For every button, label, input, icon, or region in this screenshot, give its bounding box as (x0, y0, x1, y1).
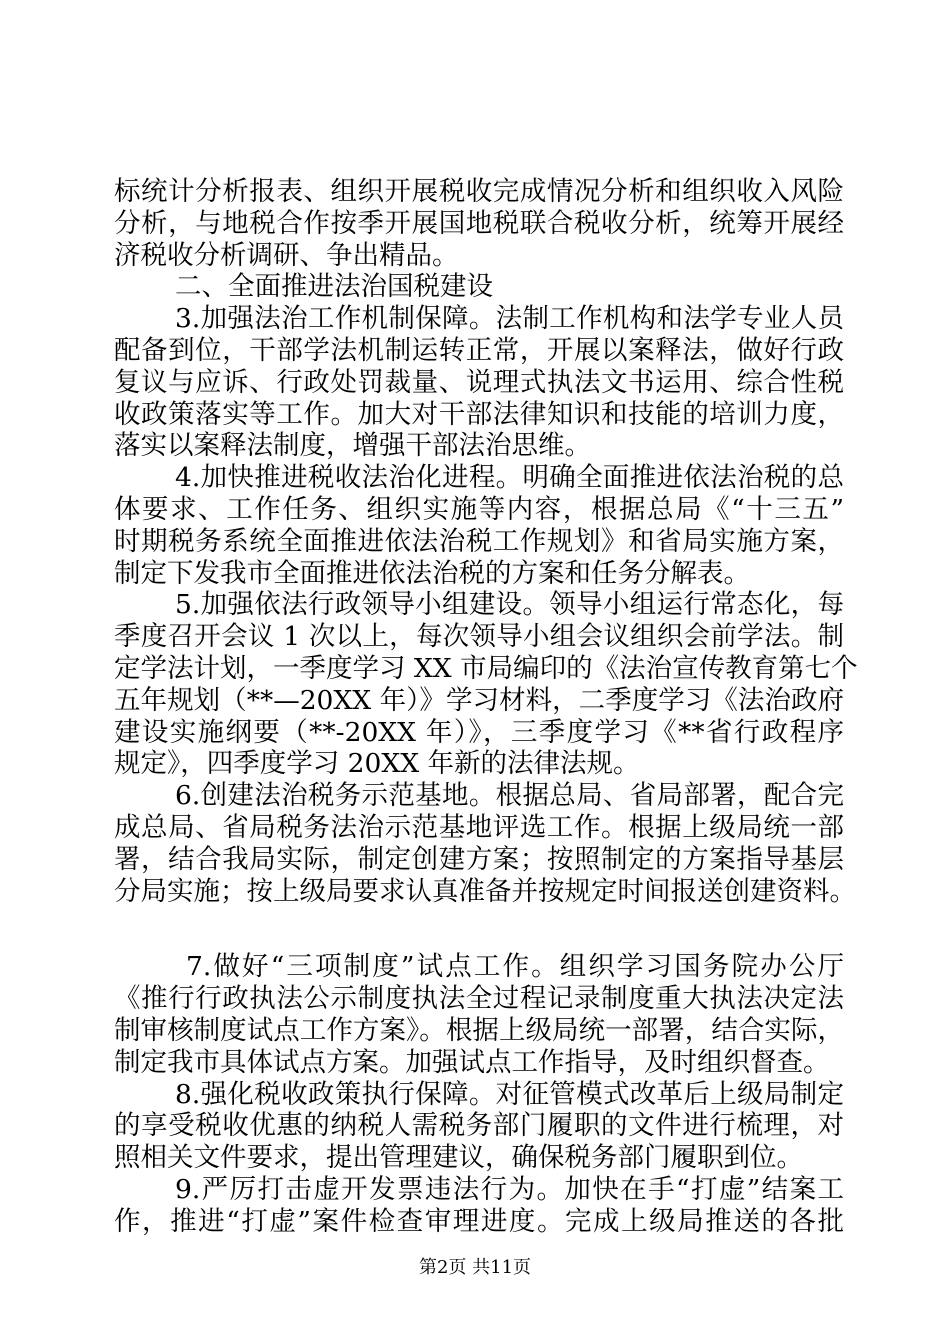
body-line: 成总局、省局税务法治示范基地评选工作。根据上级局统一部 (114, 811, 844, 843)
body-line: 体要求、工作任务、组织实施等内容，根据总局《“十三五” (114, 493, 844, 525)
body-line: 定学法计划，一季度学习 XX 市局编印的《法治宣传教育第七个 (114, 652, 858, 684)
body-line: 配备到位，干部学法机制运转正常，开展以案释法，做好行政 (114, 334, 844, 366)
paragraph-start: 3.加强法治工作机制保障。法制工作机构和法学专业人员 (175, 303, 844, 335)
body-line: 《推行行政执法公示制度执法全过程记录制度重大执法决定法 (114, 983, 844, 1015)
body-line: 时期税务系统全面推进依法治税工作规划》和省局实施方案， (114, 525, 844, 557)
paragraph-start: 9.严厉打击虚开发票违法行为。加快在手“打虚”结案工 (175, 1173, 844, 1205)
body-line: 季度召开会议 1 次以上，每次领导小组会议组织会前学法。制 (114, 621, 844, 653)
body-line: 标统计分析报表、组织开展税收完成情况分析和组织收入风险 (114, 176, 844, 207)
document-body (114, 176, 858, 1238)
body-line: 照相关文件要求，提出管理建议，确保税务部门履职到位。 (114, 1142, 803, 1174)
paragraph-gap (114, 907, 844, 951)
paragraph-start: 6.创建法治税务示范基地。根据总局、省局部署，配合完 (175, 780, 844, 812)
page-number-footer: 第2页 共11页 (418, 1257, 532, 1278)
body-line: 作，推进“打虚”案件检查审理进度。完成上级局推送的各批 (114, 1205, 844, 1237)
body-line: 制定我市具体试点方案。加强试点工作指导，及时组织督查。 (114, 1046, 830, 1078)
body-line: 济税收分析调研、争出精品。 (114, 239, 459, 271)
body-line: 分局实施；按上级局要求认真准备并按规定时间报送创建资料。 (114, 875, 856, 907)
body-line: 五年规划（**—20XX 年）》学习材料，二季度学习《法治政府 (114, 684, 844, 716)
paragraph-start: 7.做好“三项制度”试点工作。组织学习国务院办公厅 (186, 951, 844, 983)
body-line: 的享受税收优惠的纳税人需税务部门履职的文件进行梳理，对 (114, 1110, 844, 1142)
body-line: 复议与应诉、行政处罚裁量、说理式执法文书运用、综合性税 (114, 366, 844, 398)
paragraph-start: 4.加快推进税收法治化进程。明确全面推进依法治税的总 (175, 462, 844, 494)
body-line: 署，结合我局实际，制定创建方案；按照制定的方案指导基层 (114, 843, 844, 875)
body-line: 分析，与地税合作按季开展国地税联合税收分析，统筹开展经 (114, 207, 844, 239)
body-line: 落实以案释法制度，增强干部法治思维。 (114, 430, 591, 462)
body-line: 规定》，四季度学习 20XX 年新的法律法规。 (114, 748, 640, 780)
paragraph-start: 5.加强依法行政领导小组建设。领导小组运行常态化，每 (175, 589, 844, 621)
body-line: 收政策落实等工作。加大对干部法律知识和技能的培训力度， (114, 398, 844, 430)
body-line: 制定下发我市全面推进依法治税的方案和任务分解表。 (114, 557, 750, 589)
section-heading: 二、全面推进法治国税建设 (175, 271, 493, 303)
body-line: 制审核制度试点工作方案》。根据上级局统一部署，结合实际， (114, 1014, 844, 1046)
paragraph-start: 8.强化税收政策执行保障。对征管模式改革后上级局制定 (175, 1078, 844, 1110)
body-line: 建设实施纲要（**-20XX 年）》，三季度学习《**省行政程序 (114, 716, 844, 748)
